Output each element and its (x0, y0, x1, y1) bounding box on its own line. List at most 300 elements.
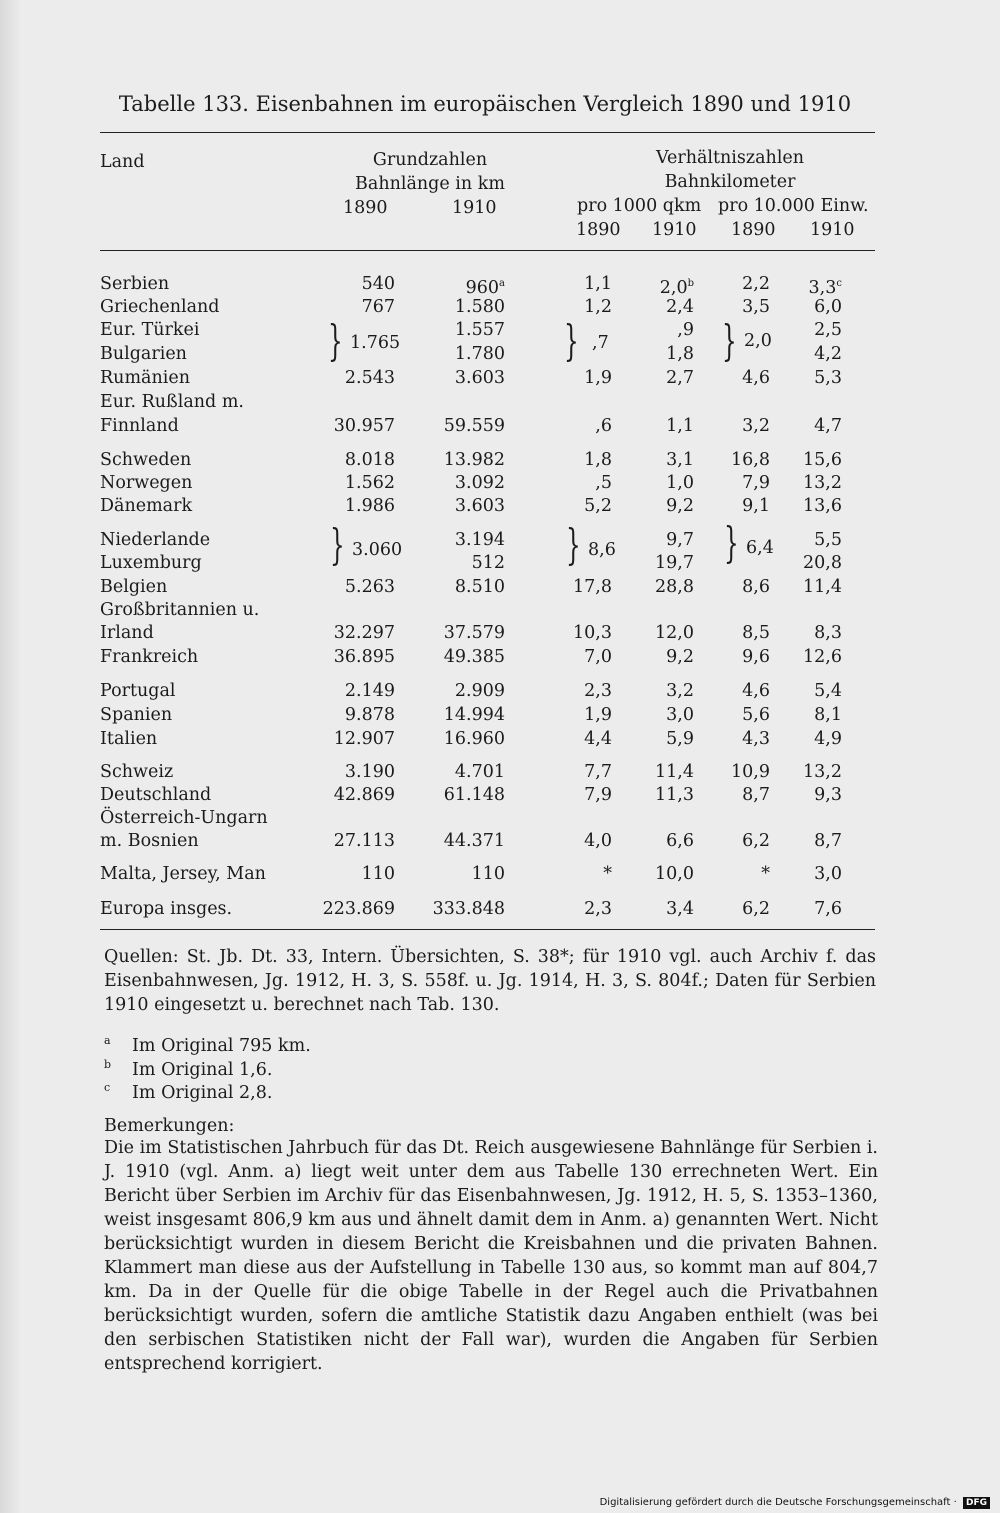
cell-value: 9,7 (666, 530, 694, 550)
cell-value: 6,0 (814, 297, 842, 317)
cell-einw-1890 (694, 645, 770, 669)
table-row (0, 703, 1000, 727)
header-pro-einw: pro 10.000 Einw. (718, 196, 869, 216)
header-bahnkilometer: Bahnkilometer (664, 172, 796, 192)
cell-km-1890 (300, 295, 395, 319)
remarks-title: Bemerkungen: (104, 1116, 235, 1136)
cell-value: 9,6 (742, 647, 770, 667)
cell-km-1910 (395, 295, 505, 319)
cell-value: 2,5 (814, 320, 842, 340)
cell-qkm-1910 (612, 528, 694, 552)
cell-einw-1910 (770, 471, 842, 495)
cell-qkm-1910 (612, 575, 694, 599)
cell-land: Österreich-Ungarn (100, 808, 268, 828)
cell-land: Eur. Türkei (100, 320, 200, 340)
cell-value: 13,2 (803, 762, 842, 782)
cell-einw-1890 (694, 366, 770, 390)
cell-qkm-1910 (612, 645, 694, 669)
cell-value: 2.909 (454, 681, 505, 701)
cell-km-1910 (395, 897, 505, 921)
cell-land: Irland (100, 623, 154, 643)
cell-km-1890 (300, 414, 395, 438)
bottom-rule (100, 929, 875, 930)
combined-qkm-1890: ,7 (592, 333, 609, 353)
cell-value: 30.957 (333, 416, 395, 436)
cell-value: 12.907 (333, 729, 395, 749)
cell-qkm-1910 (612, 448, 694, 472)
cell-land: Niederlande (100, 530, 211, 550)
cell-km-1890 (300, 366, 395, 390)
cell-km-1890 (300, 494, 395, 518)
cell-einw-1890 (694, 448, 770, 472)
cell-einw-1910 (770, 727, 842, 751)
cell-qkm-1890 (510, 575, 612, 599)
cell-qkm-1890 (510, 703, 612, 727)
cell-value: 6,6 (666, 831, 694, 851)
cell-einw-1910 (770, 829, 842, 853)
table-row (0, 829, 1000, 853)
cell-value: 36.895 (333, 647, 395, 667)
cell-land: Belgien (100, 577, 168, 597)
cell-value: 1,2 (584, 297, 612, 317)
cell-einw-1910 (770, 366, 842, 390)
cell-value: 4,9 (814, 729, 842, 749)
cell-value: 7,7 (584, 762, 612, 782)
cell-value: 59.559 (443, 416, 505, 436)
cell-km-1910 (395, 727, 505, 751)
cell-value: 223.869 (322, 899, 395, 919)
cell-einw-1890 (694, 471, 770, 495)
cell-value: 1,0 (666, 473, 694, 493)
cell-km-1890 (300, 897, 395, 921)
cell-value: 28,8 (655, 577, 694, 597)
cell-einw-1910 (770, 645, 842, 669)
footnote-mark: a (104, 1034, 111, 1047)
cell-einw-1890 (694, 862, 770, 886)
cell-km-1910 (395, 645, 505, 669)
cell-einw-1910 (770, 494, 842, 518)
cell-km-1910 (395, 621, 505, 645)
cell-value: 12,0 (655, 623, 694, 643)
cell-value: 4,4 (584, 729, 612, 749)
cell-einw-1910 (770, 318, 842, 342)
cell-value: 15,6 (803, 450, 842, 470)
cell-km-1910 (395, 448, 505, 472)
footnote-mark: c (104, 1081, 111, 1094)
cell-qkm-1890 (510, 366, 612, 390)
cell-value: 333.848 (432, 899, 505, 919)
brace: } (724, 518, 739, 567)
cell-value: 16,8 (731, 450, 770, 470)
cell-qkm-1890 (510, 783, 612, 807)
cell-km-1910 (395, 679, 505, 703)
brace: } (564, 316, 579, 365)
table-title: Tabelle 133. Eisenbahnen im europäischen Vergleich 1890 und 1910 (118, 92, 852, 116)
digitization-credit: Digitalisierung gefördert durch die Deutsche Forschungsgemeinschaft · DFG (600, 1497, 990, 1509)
cell-einw-1890 (694, 272, 770, 296)
cell-land: m. Bosnien (100, 831, 199, 851)
cell-value: 5.263 (344, 577, 395, 597)
cell-value: 4,2 (814, 344, 842, 364)
footnote-marker: b (687, 278, 694, 289)
cell-value: 3,0 (814, 864, 842, 884)
cell-einw-1890 (694, 783, 770, 807)
cell-land: Griechenland (100, 297, 220, 317)
cell-qkm-1890 (510, 727, 612, 751)
cell-value: 4,7 (814, 416, 842, 436)
cell-value: 8,6 (742, 577, 770, 597)
footnote-text: Im Original 2,8. (132, 1083, 273, 1103)
cell-einw-1910 (770, 448, 842, 472)
cell-qkm-1910 (612, 621, 694, 645)
footnote-c (104, 1081, 272, 1105)
cell-value: 960 (465, 277, 500, 298)
cell-qkm-1910 (612, 414, 694, 438)
cell-value: 11,3 (655, 785, 694, 805)
cell-einw-1910 (770, 575, 842, 599)
cell-km-1910 (395, 318, 505, 342)
cell-qkm-1890 (510, 471, 612, 495)
cell-land: Rumänien (100, 368, 190, 388)
cell-value: * (761, 864, 770, 884)
cell-value: 8,7 (742, 785, 770, 805)
cell-qkm-1890 (510, 679, 612, 703)
table-row (0, 318, 1000, 342)
header-verhaeltnis: Verhältniszahlen (655, 148, 805, 168)
cell-value: 5,6 (742, 705, 770, 725)
cell-land: Schweiz (100, 762, 174, 782)
cell-einw-1890 (694, 897, 770, 921)
cell-value: 8,5 (742, 623, 770, 643)
cell-value: 16.960 (443, 729, 505, 749)
cell-km-1890 (300, 621, 395, 645)
cell-land: Schweden (100, 450, 192, 470)
cell-land: Italien (100, 729, 158, 749)
cell-einw-1890 (694, 575, 770, 599)
footnote-b (104, 1058, 272, 1082)
cell-value: 5,2 (584, 496, 612, 516)
cell-land: Frankreich (100, 647, 199, 667)
cell-value: 32.297 (333, 623, 395, 643)
cell-value: 10,3 (573, 623, 612, 643)
cell-km-1890 (300, 829, 395, 853)
combined-einw-1890: 6,4 (746, 538, 774, 558)
cell-value: 2.149 (344, 681, 395, 701)
cell-km-1910 (395, 551, 505, 575)
cell-km-1910 (395, 829, 505, 853)
cell-qkm-1890 (510, 621, 612, 645)
cell-km-1890 (300, 448, 395, 472)
cell-value: 110 (361, 864, 395, 884)
cell-qkm-1910 (612, 366, 694, 390)
cell-value: 7,9 (742, 473, 770, 493)
cell-km-1910 (395, 471, 505, 495)
cell-km-1910 (395, 783, 505, 807)
cell-km-1890 (300, 679, 395, 703)
table-row (0, 862, 1000, 886)
header-einw-1890: 1890 (731, 220, 776, 240)
table-row (0, 806, 1000, 830)
header-qkm-1890: 1890 (576, 220, 621, 240)
cell-value: 8.510 (454, 577, 505, 597)
cell-einw-1890 (694, 727, 770, 751)
cell-value: 1,9 (584, 368, 612, 388)
cell-value: 1,8 (584, 450, 612, 470)
cell-value: 2,2 (742, 274, 770, 294)
cell-value: 9.878 (344, 705, 395, 725)
footnote-marker: c (836, 278, 842, 289)
cell-value: 1,8 (666, 344, 694, 364)
cell-value: 49.385 (443, 647, 505, 667)
table-row (0, 575, 1000, 599)
cell-value: 11,4 (655, 762, 694, 782)
cell-value: 7,6 (814, 899, 842, 919)
brace: } (328, 316, 343, 365)
cell-qkm-1910 (612, 829, 694, 853)
table-row (0, 897, 1000, 921)
cell-km-1910 (395, 862, 505, 886)
combined-qkm-1890: 8,6 (588, 540, 616, 560)
cell-land: Finnland (100, 416, 179, 436)
cell-land: Eur. Rußland m. (100, 392, 244, 412)
footnote-a (104, 1034, 311, 1058)
cell-value: 110 (471, 864, 505, 884)
cell-einw-1890 (694, 414, 770, 438)
cell-qkm-1910 (612, 783, 694, 807)
cell-einw-1910 (770, 703, 842, 727)
cell-value: 2,3 (584, 899, 612, 919)
cell-value: 1.986 (344, 496, 395, 516)
cell-value: 7,9 (584, 785, 612, 805)
table-row (0, 760, 1000, 784)
cell-land: Europa insges. (100, 899, 233, 919)
cell-value: 4.701 (454, 762, 505, 782)
header-grund-1910: 1910 (452, 198, 497, 218)
cell-einw-1890 (694, 703, 770, 727)
cell-einw-1890 (694, 760, 770, 784)
cell-km-1890 (300, 703, 395, 727)
cell-einw-1890 (694, 829, 770, 853)
cell-value: 767 (361, 297, 395, 317)
cell-value: 9,2 (666, 647, 694, 667)
cell-qkm-1890 (510, 862, 612, 886)
footnote-mark: b (104, 1058, 112, 1071)
cell-einw-1910 (770, 414, 842, 438)
cell-km-1890 (300, 783, 395, 807)
table-row (0, 471, 1000, 495)
table-row (0, 645, 1000, 669)
cell-value: 5,5 (814, 530, 842, 550)
cell-value: 9,2 (666, 496, 694, 516)
cell-km-1890 (300, 575, 395, 599)
table-row (0, 727, 1000, 751)
cell-km-1890 (300, 727, 395, 751)
cell-km-1910 (395, 414, 505, 438)
cell-qkm-1890 (510, 897, 612, 921)
cell-qkm-1910 (612, 897, 694, 921)
footnote-text: Im Original 1,6. (132, 1060, 273, 1080)
cell-value: 2,0 (659, 277, 688, 298)
cell-value: 3,2 (742, 416, 770, 436)
cell-qkm-1890 (510, 829, 612, 853)
cell-value: 3,1 (666, 450, 694, 470)
cell-value: 8,3 (814, 623, 842, 643)
cell-km-1910 (395, 703, 505, 727)
cell-land: Serbien (100, 274, 170, 294)
cell-value: 27.113 (333, 831, 395, 851)
cell-qkm-1890 (510, 414, 612, 438)
brace: } (330, 520, 345, 569)
table-row (0, 494, 1000, 518)
footnote-text: Im Original 795 km. (132, 1036, 311, 1056)
cell-land: Spanien (100, 705, 173, 725)
table-row (0, 679, 1000, 703)
cell-value: 11,4 (803, 577, 842, 597)
cell-qkm-1910 (612, 471, 694, 495)
header-qkm-1910: 1910 (652, 220, 697, 240)
cell-km-1910 (395, 575, 505, 599)
cell-value: 3.603 (454, 496, 505, 516)
cell-value: * (603, 864, 612, 884)
cell-value: 1,1 (666, 416, 694, 436)
cell-qkm-1910 (612, 679, 694, 703)
cell-value: 5,3 (814, 368, 842, 388)
header-bahnlaenge: Bahnlänge in km (355, 174, 505, 194)
cell-km-1890 (300, 862, 395, 886)
cell-value: 4,6 (742, 681, 770, 701)
cell-value: 13,6 (803, 496, 842, 516)
cell-value: 1.580 (454, 297, 505, 317)
cell-einw-1890 (694, 679, 770, 703)
header-rule (100, 250, 875, 251)
scan-gutter (0, 0, 22, 1513)
table-row (0, 272, 1000, 296)
cell-qkm-1890 (510, 272, 612, 296)
cell-value: 13.982 (443, 450, 505, 470)
cell-qkm-1910 (612, 342, 694, 366)
cell-qkm-1910 (612, 703, 694, 727)
sources-text: Quellen: St. Jb. Dt. 33, Intern. Übersichten, S. 38*; für 1910 vgl. auch Archiv f. das Eisenbahnwesen, Jg. 1912, H. 3, S. 558f. u. Jg. 1914, H. 3, S. 804f.; Daten für Serbien 1910 eingesetzt u. berechnet nach Tab. 130. (104, 947, 876, 1015)
cell-value: 37.579 (443, 623, 505, 643)
cell-value: 61.148 (443, 785, 505, 805)
header-grundzahlen: Grundzahlen (372, 150, 488, 170)
footnote-marker: a (499, 278, 505, 289)
header-einw-1910: 1910 (810, 220, 855, 240)
cell-value: 3.194 (454, 530, 505, 550)
cell-value: 3,0 (666, 705, 694, 725)
cell-value: 1.562 (344, 473, 395, 493)
cell-value: 12,6 (803, 647, 842, 667)
header-grund-1890: 1890 (343, 198, 388, 218)
cell-value: 4,0 (584, 831, 612, 851)
cell-value: 10,0 (655, 864, 694, 884)
cell-einw-1910 (770, 621, 842, 645)
cell-land: Norwegen (100, 473, 193, 493)
cell-qkm-1890 (510, 494, 612, 518)
cell-einw-1890 (694, 621, 770, 645)
cell-land: Malta, Jersey, Man (100, 864, 266, 884)
table-row (0, 448, 1000, 472)
cell-km-1910 (395, 494, 505, 518)
cell-value: 1.557 (454, 320, 505, 340)
table-row (0, 414, 1000, 438)
combined-einw-1890: 2,0 (744, 331, 772, 351)
cell-land: Luxemburg (100, 553, 202, 573)
cell-value: 2.543 (344, 368, 395, 388)
cell-land: Großbritannien u. (100, 600, 260, 620)
cell-value: 4,6 (742, 368, 770, 388)
table-row (0, 342, 1000, 366)
cell-value: ,6 (595, 416, 612, 436)
cell-value: 5,4 (814, 681, 842, 701)
cell-km-1910 (395, 342, 505, 366)
cell-value: 3.092 (454, 473, 505, 493)
table-row (0, 366, 1000, 390)
header-land: Land (100, 152, 145, 172)
cell-land: Bulgarien (100, 344, 187, 364)
cell-qkm-1890 (510, 645, 612, 669)
cell-value: 512 (471, 553, 505, 573)
cell-value: 3,4 (666, 899, 694, 919)
combined-km-1890: 3.060 (352, 540, 403, 560)
cell-km-1910 (395, 528, 505, 552)
cell-einw-1910 (770, 342, 842, 366)
cell-km-1910 (395, 366, 505, 390)
cell-value: 17,8 (573, 577, 612, 597)
cell-value: 4,3 (742, 729, 770, 749)
cell-value: 3.603 (454, 368, 505, 388)
cell-km-1890 (300, 760, 395, 784)
cell-value: 8,7 (814, 831, 842, 851)
cell-value: 20,8 (803, 553, 842, 573)
cell-land: Dänemark (100, 496, 193, 516)
cell-value: 44.371 (443, 831, 505, 851)
credit-text: Digitalisierung gefördert durch die Deutsche Forschungsgemeinschaft (599, 1497, 951, 1508)
cell-value: 7,0 (584, 647, 612, 667)
cell-value: 10,9 (731, 762, 770, 782)
cell-value: ,5 (595, 473, 612, 493)
cell-value: 9,1 (742, 496, 770, 516)
cell-einw-1910 (770, 551, 842, 575)
cell-value: 13,2 (803, 473, 842, 493)
cell-qkm-1910 (612, 318, 694, 342)
cell-einw-1910 (770, 897, 842, 921)
table-row (0, 390, 1000, 414)
cell-km-1910 (395, 760, 505, 784)
combined-km-1890: 1.765 (350, 333, 401, 353)
brace: } (566, 520, 581, 569)
cell-qkm-1910 (612, 494, 694, 518)
cell-einw-1910 (770, 760, 842, 784)
cell-einw-1910 (770, 783, 842, 807)
top-rule (100, 132, 875, 133)
cell-land: Portugal (100, 681, 176, 701)
cell-value: ,9 (677, 320, 694, 340)
table-row (0, 528, 1000, 552)
cell-qkm-1910 (612, 862, 694, 886)
cell-qkm-1910 (612, 295, 694, 319)
cell-qkm-1910 (612, 760, 694, 784)
cell-value: 3,2 (666, 681, 694, 701)
cell-value: 6,2 (742, 831, 770, 851)
cell-qkm-1890 (510, 295, 612, 319)
table-row (0, 598, 1000, 622)
cell-qkm-1910 (612, 727, 694, 751)
table-row (0, 783, 1000, 807)
cell-km-1890 (300, 272, 395, 296)
cell-value: 6,2 (742, 899, 770, 919)
header-pro-qkm: pro 1000 qkm (577, 196, 702, 216)
